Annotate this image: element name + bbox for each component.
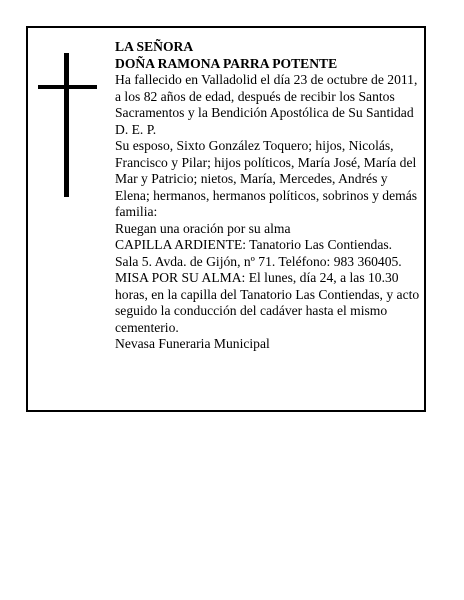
family-list: Su esposo, Sixto González Toquero; hijos, Nicolás, Francisco y Pilar; hijos políticos, María José, María del Mar y Patricio; nietos, María, Mercedes, Andrés y Elena; hermanos, hermanos políticos, sobrinos y demás familia: bbox=[115, 138, 418, 219]
cross-vertical-bar bbox=[64, 53, 69, 197]
chapel-line-1: CAPILLA ARDIENTE: Tanatorio Las Contiendas. bbox=[115, 237, 393, 252]
cross-horizontal-bar bbox=[38, 85, 97, 89]
deceased-name: DOÑA RAMONA PARRA POTENTE bbox=[115, 55, 338, 71]
mass-details: MISA POR SU ALMA: El lunes, día 24, a las 10.30 horas, en la capilla del Tanatorio Las Contiendas, y acto seguido la conducción del cadáver hasta el mismo cementerio. bbox=[115, 270, 420, 335]
chapel-line-2: Sala 5. Avda. de Gijón, nº 71. Teléfono: 983 360405. bbox=[115, 253, 402, 269]
funeral-home: Nevasa Funeraria Municipal bbox=[115, 336, 270, 351]
title-line-1: LA SEÑORA bbox=[115, 39, 194, 54]
prayer-request: Ruegan una oración por su alma bbox=[115, 220, 291, 236]
death-announcement: Ha fallecido en Valladolid el día 23 de octubre de 2011, a los 82 años de edad, después de recibir los Santos Sacramentos y la Bendición Apostólica de Su Santidad D. E. P. bbox=[115, 72, 418, 137]
obituary-text bbox=[115, 39, 421, 353]
